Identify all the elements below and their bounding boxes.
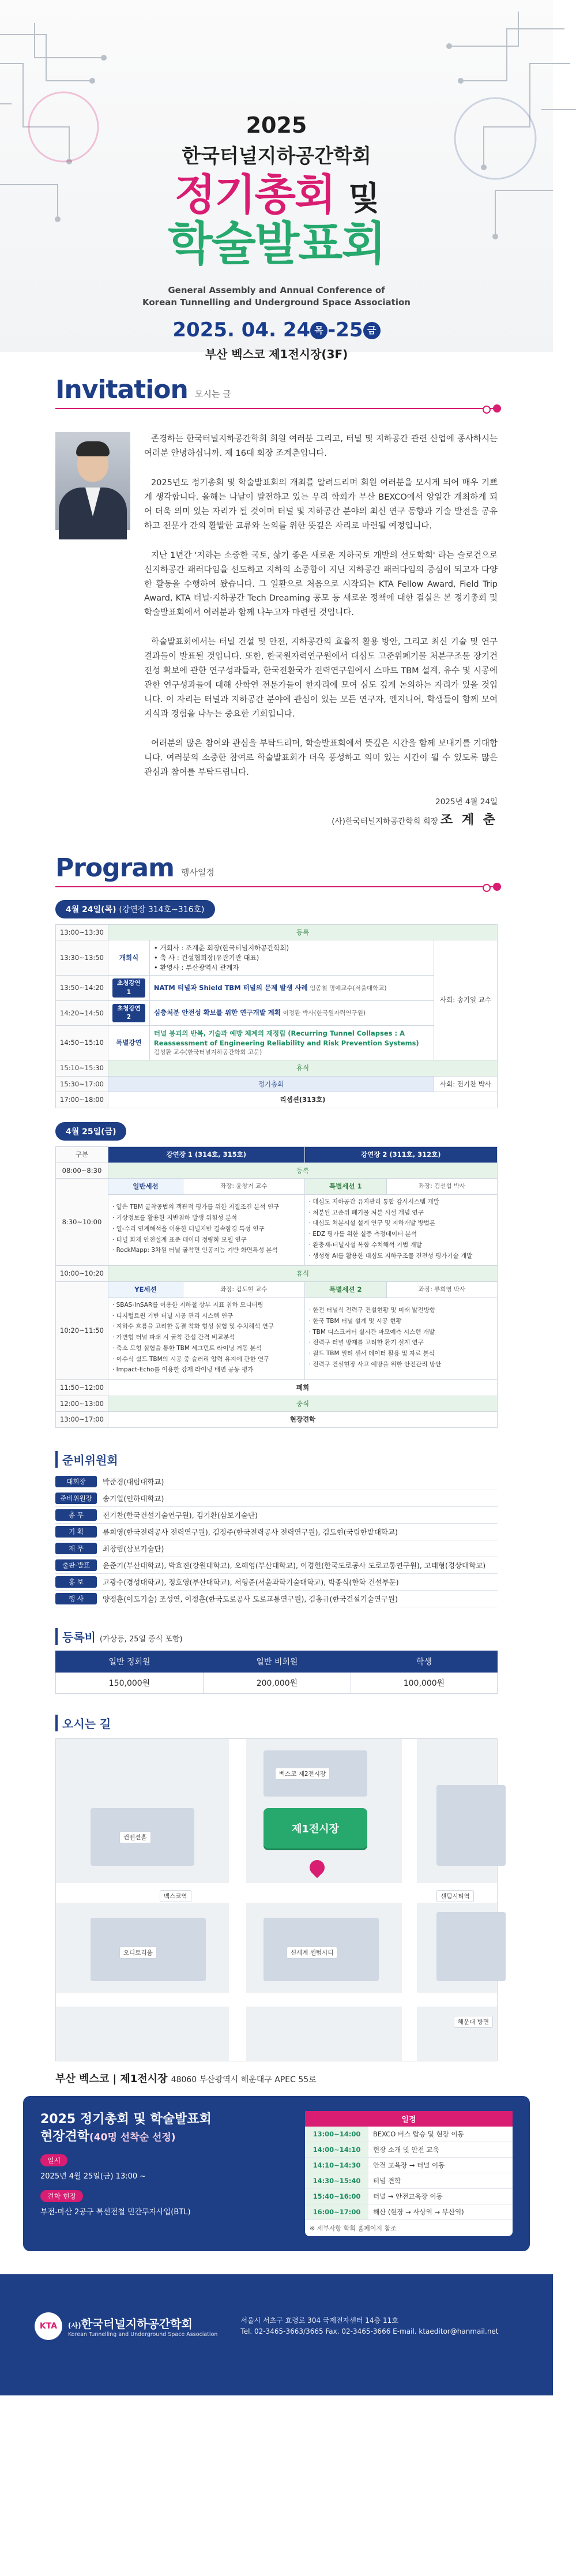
footer-bottom-pad xyxy=(0,2378,553,2395)
talk-item: · 디지털트윈 기반 터널 시공 관리 시스템 연구 xyxy=(112,1312,234,1319)
invitation-subtitle: 모시는 글 xyxy=(194,389,231,399)
invitation-body xyxy=(23,409,530,795)
fee-section xyxy=(23,1628,530,1694)
talk-item: · 한국 TBM 터널 설계 및 시공 현황 xyxy=(308,1317,402,1325)
content-cell: 휴식 xyxy=(108,1060,497,1076)
day1-program-table xyxy=(55,924,498,1108)
talk-item: · RockMapp: 3차원 터널 굴착면 인공지능 기반 화면특성 분석 xyxy=(112,1247,278,1254)
table-row xyxy=(56,1412,498,1428)
invitation-paragraph: 지난 1년간 '지하는 소중한 국토, 삶기 좋은 새로운 지하국토 개발의 선도학회' 라는 슬로건으로 신지하공간 패러다임을 선도하고 지하의 소중함이 지닌 지하공간 패러다임의 중심이 되고자 다양한 활동을 수행하여 왔습니다. 그 일환으로 처음으로 시작되는 KTA Fellow Award, Field Trip Award, KTA 터널·지하공간 Tech Dreaming 공모 등 새로운 정책에 대한 결실은 본 정기총회 및 학술발표회에서 여러분과 함께 나누고자 마련될 것입니다. xyxy=(144,550,498,618)
session-chair: 좌장: 윤창거 교수 xyxy=(183,1179,304,1195)
committee-names: 전기찬(한국건설기술연구원), 김기환(삼보기술단) xyxy=(103,1511,258,1520)
list-item xyxy=(55,1557,498,1574)
chair-cell: 사회: 송기일 교수 xyxy=(434,940,498,1060)
section-divider xyxy=(55,408,498,409)
map-road xyxy=(402,1739,417,2061)
session-talk-list xyxy=(108,1194,304,1266)
lecture-title: 심층처분 안전성 확보를 위한 연구개발 계획 xyxy=(153,1008,281,1017)
committee-role: 재 무 xyxy=(55,1543,97,1554)
tour-schedule-header: 일정 xyxy=(305,2111,513,2127)
circuit-decoration-left xyxy=(0,12,127,254)
day2-label: 4월 25일(금) xyxy=(55,1122,126,1141)
talk-item: · EDZ 평가를 위한 실증 측정데이터 분석 xyxy=(308,1231,417,1238)
fee-value: 150,000원 xyxy=(56,1673,204,1694)
part-label xyxy=(108,976,149,1000)
map-tag: 오디토리움 xyxy=(119,1947,157,1959)
map-tag: 벡스코역 xyxy=(160,1890,191,1902)
tour-title-line2: 현장견학 xyxy=(40,2129,90,2144)
committee-names: 윤준기(부산대학교), 박효진(강원대학교), 오혜영(부산대학교), 이경헌(한국도로공사 도로교통연구원), 고태형(경상대학교) xyxy=(103,1561,486,1570)
fee-value: 100,000원 xyxy=(351,1673,497,1694)
opening-line: • 개회사 : 조계춘 회장(한국터널지하공간학회) xyxy=(153,944,289,953)
content-cell: 등록 xyxy=(108,924,497,940)
talk-item: · 지하수 흐름을 고려한 동결 착화 형성 실험 및 수치해석 연구 xyxy=(112,1323,274,1330)
map-tag: 벡스코 제2전시장 xyxy=(275,1768,330,1780)
time-cell: 10:20~11:50 xyxy=(56,1282,108,1380)
hero-title-conference: 학술발표회 xyxy=(168,217,385,271)
tour-place: 부전-마산 2공구 복선전철 민간투자사업(BTL) xyxy=(40,2208,191,2217)
content-cell: 안전 교육장 → 터널 이동 xyxy=(368,2158,513,2173)
content-cell xyxy=(149,976,434,1000)
committee-names: 류희영(한국전력공사 전력연구원), 김정주(한국전력공사 전력연구원), 김도현(국립한밭대학교) xyxy=(103,1528,398,1537)
map-pin-icon xyxy=(307,1857,328,1878)
footer-org-prefix: (사) xyxy=(68,2322,81,2330)
tour-title-line1: 2025 정기총회 및 학술발표회 xyxy=(40,2112,212,2127)
fee-header: 일반 정회원 xyxy=(56,1651,204,1673)
talk-item: · 완충재-터널시설 복합 수치해석 기법 개발 xyxy=(308,1241,422,1248)
part-label xyxy=(108,1000,149,1025)
talk-item: · 터널 화재 안전설계 표준 데이터 정량화 모델 연구 xyxy=(112,1236,247,1243)
footer-org-english: Korean Tunnelling and Underground Space Association xyxy=(68,2331,218,2338)
talk-item: · 전력구 건설현장 사고 예방을 위한 안전관리 방안 xyxy=(308,1360,442,1368)
opening-line: • 환영사 : 부산광역시 관계자 xyxy=(153,963,239,972)
committee-section xyxy=(23,1451,530,1607)
table-row xyxy=(56,1076,498,1092)
day1-label xyxy=(55,900,215,918)
committee-names: 양정훈(이도기술) 조성연, 이정훈(한국도로공사 도로교통연구원), 김홍규(한국건설기술연구원) xyxy=(103,1595,398,1604)
list-item xyxy=(55,1591,498,1607)
session-talk-list xyxy=(304,1298,497,1379)
table-row xyxy=(56,1146,498,1163)
time-cell: 16:00~17:00 xyxy=(305,2204,368,2220)
table-row xyxy=(305,2127,513,2142)
opening-line: • 축 사 : 건설협회장(유관기관 대표) xyxy=(153,954,259,962)
content-cell: 현장견학 xyxy=(108,1412,497,1428)
signature-name: 조 계 춘 xyxy=(440,812,498,827)
session-name: YE세션 xyxy=(108,1282,183,1298)
special-lecture-title: 터널 붕괴의 반복, 기술과 예방 체계의 재정립 (Recurring Tunnel Collapses : A Reassessment of Engineering Reliability and Risk Prevention Systems) xyxy=(153,1029,419,1047)
tour-date: 2025년 4월 25일(금) 13:00 ~ xyxy=(40,2172,146,2181)
day2-label-row xyxy=(23,1122,530,1141)
talk-item: · 처분된 고준위 폐기물 처분 시설 개념 연구 xyxy=(308,1209,424,1216)
room-a-header: 강연장 1 (314호, 315호) xyxy=(108,1146,304,1163)
time-cell: 14:00~14:10 xyxy=(305,2142,368,2158)
talk-item: · 가변형 터널 파쇄 시 굴착 간섭 간격 비교분석 xyxy=(112,1334,235,1341)
content-cell: 휴식 xyxy=(108,1266,497,1282)
program-subtitle: 행사일정 xyxy=(180,867,214,878)
time-cell: 12:00~13:00 xyxy=(56,1396,108,1412)
fee-table xyxy=(55,1651,498,1694)
room-b-header: 강연장 2 (311호, 312호) xyxy=(304,1146,497,1163)
hero-banner xyxy=(0,0,553,361)
hero-year: 2025 xyxy=(246,113,307,138)
kta-logo-icon: KTA xyxy=(35,2312,62,2340)
invitation-date: 2025년 4월 24일 xyxy=(435,797,498,807)
content-cell xyxy=(149,940,434,976)
table-row xyxy=(305,2204,513,2220)
address-text: 48060 부산광역시 해운대구 APEC 55로 xyxy=(171,2075,317,2085)
content-cell xyxy=(149,1000,434,1025)
table-row xyxy=(56,1266,498,1282)
committee-names: 송기일(인하대학교) xyxy=(103,1494,164,1503)
talk-item: · 얕은 TBM 굴착공법의 객관적 평가를 위한 지질조건 분석 연구 xyxy=(112,1203,280,1211)
table-row xyxy=(56,1396,498,1412)
list-item xyxy=(55,1490,498,1507)
table-row xyxy=(56,1060,498,1076)
fee-value: 200,000원 xyxy=(203,1673,351,1694)
content-cell: 현장 소개 및 안전 교육 xyxy=(368,2142,513,2158)
table-row xyxy=(56,1026,498,1060)
hero-venue: 부산 벡스코 제1전시장(3F) xyxy=(205,347,348,361)
signature-line xyxy=(55,810,498,828)
tour-title xyxy=(40,2111,291,2145)
tour-place-label: 견학 현장 xyxy=(40,2190,83,2202)
invitation-paragraph: 존경하는 한국터널지하공간학회 회원 여러분 그리고, 터널 및 지하공간 관련 산업에 종사하시는 여러분 안녕하십니까. 제 16대 회장 조계춘입니다. xyxy=(144,434,498,458)
committee-names: 박준경(대림대학교) xyxy=(103,1478,164,1487)
table-row xyxy=(56,1092,498,1108)
table-row xyxy=(305,2173,513,2189)
invitation-paragraph: 학술발표회에서는 터널 건설 및 안전, 지하공간의 효율적 활용 방안, 그리고 최신 기술 및 연구 결과들이 발표될 것입니다. 또한, 한국원자력연구원에서 대심도 고준위폐기물 처분구조물 장기건전성 확보에 관한 연구성과들과, 한국전환국가 전력연구원에서 스마트 TBM 설계, 유수 및 시공에 관한 연구성과들에 대해 산학연 전문가들이 한자리에 모여 심도 깊게 논의하는 자리가 있을 것입니다. 이 자리는 터널과 지하공간 분야에 관심이 있는 모든 연구자, 엔지니어, 학생들이 함께 모여 지식과 경험을 나누는 중요한 기회입니다. xyxy=(144,638,498,719)
time-cell: 14:50~15:10 xyxy=(56,1026,108,1060)
table-row xyxy=(56,1179,498,1195)
time-cell: 08:00~8:30 xyxy=(56,1163,108,1179)
table-row xyxy=(305,2158,513,2173)
hero-english-line2: Korean Tunnelling and Underground Space Association xyxy=(142,297,411,308)
program-title: Program xyxy=(55,853,174,883)
invitation-title: Invitation xyxy=(55,375,188,404)
location-map xyxy=(55,1738,498,2061)
content-cell: BEXCO 버스 탑승 및 현장 이동 xyxy=(368,2127,513,2142)
talk-item: · 대심도 처분시설 설계 연구 및 지하개발 방법론 xyxy=(308,1220,435,1227)
fee-header: 학생 xyxy=(351,1651,497,1673)
day2-program-table xyxy=(55,1146,498,1428)
content-cell: 폐회 xyxy=(108,1380,497,1396)
time-cell: 14:20~14:50 xyxy=(56,1000,108,1025)
session-chair: 좌장: 김선섭 박사 xyxy=(387,1179,498,1195)
speaker: 김성환 교수(한국터널지하공간학회 고문) xyxy=(153,1048,262,1056)
tour-info xyxy=(40,2111,291,2236)
content-cell: 해산 (현장 → 사상역 → 부산역) xyxy=(368,2204,513,2220)
talk-item: · 한전 터널식 전력구 건설현황 및 미래 발전방향 xyxy=(308,1307,435,1314)
map-road xyxy=(229,1739,246,2061)
day1-date: 4월 24일(목) xyxy=(66,905,116,914)
talk-item: · Impact-Echo를 이용한 강재 라이닝 배면 공동 평가 xyxy=(112,1366,254,1374)
time-cell: 13:00~17:00 xyxy=(56,1412,108,1428)
tour-schedule xyxy=(305,2111,513,2236)
hero-english-title xyxy=(0,284,553,308)
talk-item: · SBAS-InSAR를 이용한 지하철 상부 지표 침하 모니터링 xyxy=(112,1301,263,1308)
committee-role: 대회장 xyxy=(55,1476,97,1487)
table-row xyxy=(56,1380,498,1396)
footer-contact xyxy=(240,2315,498,2337)
hero-date xyxy=(0,318,553,342)
lecture-chip: 초청강연 1 xyxy=(112,978,145,997)
footer-org-name xyxy=(68,2315,217,2331)
footer-logo xyxy=(35,2312,217,2340)
lecture-title: NATM 터널과 Shield TBM 터널의 문제 발생 사례 xyxy=(153,984,308,992)
day1-label-row xyxy=(23,900,530,918)
committee-title: 준비위원회 xyxy=(55,1451,498,1468)
map-tag: 신세계 센텀시티 xyxy=(287,1947,337,1959)
map-title: 오시는 길 xyxy=(55,1715,498,1731)
time-cell: 14:30~15:40 xyxy=(305,2173,368,2189)
session-talk-list xyxy=(108,1298,304,1379)
table-row xyxy=(56,940,498,976)
tour-schedule-table xyxy=(305,2127,513,2220)
map-venue-marker: 제1전시장 xyxy=(263,1808,367,1848)
address-title: 부산 벡스코 | 제1전시장 xyxy=(55,2073,168,2086)
session-name: 특별세션 1 xyxy=(304,1179,386,1195)
time-cell: 13:50~14:20 xyxy=(56,976,108,1000)
tour-date-label: 일시 xyxy=(40,2154,67,2166)
committee-role: 출판·발표 xyxy=(55,1559,97,1571)
hero-title-assembly: 정기총회 xyxy=(174,170,335,220)
circuit-decoration-right xyxy=(426,6,576,271)
footer-address: 서울시 서초구 효령로 304 국제전자센터 14층 11호 xyxy=(240,2316,398,2324)
table-row xyxy=(56,1298,498,1379)
talk-item: · TBM 디스크커터 실시간 마모예측 시스템 개발 xyxy=(308,1328,435,1336)
day1-room: (강연장 314호~316호) xyxy=(119,905,205,914)
time-cell: 14:10~14:30 xyxy=(305,2158,368,2173)
committee-role: 홍 보 xyxy=(55,1576,97,1588)
committee-names: 최창림(삼보기술단) xyxy=(103,1544,164,1554)
talk-item: · 이수식 쉴드 TBM의 시공 중 슬러리 압력 유지에 관한 연구 xyxy=(112,1355,270,1363)
session-name: 특별세션 2 xyxy=(304,1282,386,1298)
invitation-signature xyxy=(23,795,530,828)
talk-item: · 열-수리 연계해석을 이용한 터널지반 결속함경 특성 연구 xyxy=(112,1225,265,1232)
map-tag: 해운대 방면 xyxy=(454,2016,493,2028)
table-row xyxy=(56,1282,498,1298)
content-cell: 터널 → 안전교육장 이동 xyxy=(368,2189,513,2204)
invitation-header xyxy=(23,375,530,404)
fee-title-text: 등록비 xyxy=(62,1630,96,1645)
section-divider xyxy=(55,886,498,887)
map-tag: 컨벤션홀 xyxy=(119,1831,151,1843)
table-row xyxy=(305,2189,513,2204)
time-cell: 15:30~17:00 xyxy=(56,1076,108,1092)
time-cell: 구분 xyxy=(56,1146,108,1163)
content-cell: 정기총회 xyxy=(108,1076,434,1092)
hero-day2-badge: 금 xyxy=(363,322,381,339)
committee-names: 고광수(경성대학교), 정호영(부산대학교), 서형준(서울과학기술대학교), 박종식(한화 건설부문) xyxy=(103,1578,399,1587)
part-label: 특별강연 xyxy=(108,1026,149,1060)
map-road xyxy=(56,1993,497,2007)
hero-date-end: -25 xyxy=(327,318,363,342)
content-cell: 터널 견학 xyxy=(368,2173,513,2189)
talk-item: · 전력구 터널 방재를 고려한 환기 설계 연구 xyxy=(308,1339,424,1347)
list-item xyxy=(55,1473,498,1490)
speaker: 임종철 명예교수(서울대학교) xyxy=(310,985,387,992)
table-row xyxy=(305,2142,513,2158)
list-item xyxy=(55,1507,498,1524)
table-row xyxy=(56,924,498,940)
venue-address xyxy=(55,2071,498,2086)
hero-english-line1: General Assembly and Annual Conference of xyxy=(168,285,385,296)
committee-role: 총 무 xyxy=(55,1509,97,1521)
committee-list xyxy=(55,1473,498,1607)
table-row xyxy=(56,1651,498,1673)
committee-role: 기 획 xyxy=(55,1526,97,1538)
speaker: 이정환 박사(한국원자력연구원) xyxy=(283,1010,366,1017)
invitation-text xyxy=(144,432,498,795)
tour-title-note: (40명 선착순 선정) xyxy=(89,2131,176,2143)
list-item xyxy=(55,1524,498,1540)
talk-item: · 월드 TBM 멀티 센서 데이터 활용 및 자료 분석 xyxy=(308,1350,435,1358)
chair-cell: 사회: 전기찬 박사 xyxy=(434,1076,498,1092)
hero-title-and: 및 xyxy=(348,180,379,218)
table-row xyxy=(56,1194,498,1266)
hero-org-name: 한국터널지하공간학회 xyxy=(182,145,371,168)
time-cell: 17:00~18:00 xyxy=(56,1092,108,1108)
time-cell: 13:30~13:50 xyxy=(56,940,108,976)
talk-item: · 축소 모형 실험을 통한 TBM 세그먼트 라이닝 거동 분석 xyxy=(112,1344,262,1352)
map-tag: 센텀시티역 xyxy=(436,1890,474,1902)
time-cell: 8:30~10:00 xyxy=(56,1179,108,1266)
fee-subtitle: (가상등, 25일 중식 포함) xyxy=(99,1635,183,1644)
table-row xyxy=(56,1673,498,1694)
content-cell: 중식 xyxy=(108,1396,497,1412)
table-row xyxy=(56,1000,498,1025)
table-row xyxy=(56,1163,498,1179)
content-card xyxy=(23,375,530,2086)
time-cell: 13:00~13:30 xyxy=(56,924,108,940)
fee-title xyxy=(55,1628,498,1645)
map-road xyxy=(56,1883,497,1903)
president-photo xyxy=(55,432,130,530)
time-cell: 15:10~15:30 xyxy=(56,1060,108,1076)
signature-org: (사)한국터널지하공간학회 회장 xyxy=(332,816,438,826)
invitation-paragraph: 2025년도 정기총회 및 학술발표회의 개최를 알려드리며 회원 여러분을 모시게 되어 매우 기쁘게 생각합니다. 올해는 나날이 발전하고 있는 우리 학회가 부산 BEXCO에서 양일간 개최하게 되어 더욱 의미 있는 자리가 될 것이며 터널 및 지하공간 분야의 최신 연구 동향과 기술 발전을 공유하고 전문가 간의 활발한 교류와 논의를 위한 뜻깊은 자리로 마련될 예정입니다. xyxy=(144,478,498,531)
map-section xyxy=(23,1715,530,2086)
lecture-chip: 초청강연 2 xyxy=(112,1004,145,1022)
tour-note: ※ 세부사항 학회 홈페이지 참조 xyxy=(310,2225,397,2233)
session-chair: 좌장: 류희영 박사 xyxy=(387,1282,498,1298)
hero-day1-badge: 목 xyxy=(310,322,327,339)
program-header xyxy=(23,853,530,883)
talk-item: · 대심도 지하공간 유지관리 통합 감시시스템 개발 xyxy=(308,1198,439,1205)
content-cell: 등록 xyxy=(108,1163,497,1179)
map-building xyxy=(436,1912,506,1981)
committee-role: 행 사 xyxy=(55,1593,97,1604)
time-cell: 13:00~14:00 xyxy=(305,2127,368,2142)
hero-date-start: 2025. 04. 24 xyxy=(172,318,311,342)
part-label: 개회식 xyxy=(108,940,149,976)
footer-org-text: 한국터널지하공간학회 xyxy=(81,2317,193,2331)
committee-role: 준비위원장 xyxy=(55,1493,97,1504)
talk-item: · 기상정보를 활용한 지반침하 발생 위험성 분석 xyxy=(112,1214,238,1222)
session-name: 일반세션 xyxy=(108,1179,183,1195)
invitation-paragraph: 여러분의 많은 참여와 관심을 부탁드리며, 학술발표회에서 뜻깊은 시간을 함께 보내기를 기대합니다. 여러분의 소중한 참여로 학술발표회가 더욱 풍성하고 의미 있는 시간이 될 수 있도록 많은 관심과 참여를 부탁드립니다. xyxy=(144,738,498,777)
time-cell: 11:50~12:00 xyxy=(56,1380,108,1396)
content-cell: 리셉션(313호) xyxy=(108,1092,497,1108)
fee-header: 일반 비회원 xyxy=(203,1651,351,1673)
map-building xyxy=(436,1785,506,1866)
content-cell xyxy=(149,1026,434,1060)
footer-phone-email: Tel. 02-3465-3663/3665 Fax. 02-3465-3666 E-mail. ktaeditor@hanmail.net xyxy=(240,2327,499,2336)
time-cell: 10:00~10:20 xyxy=(56,1266,108,1282)
list-item xyxy=(55,1574,498,1591)
site-tour-box xyxy=(23,2096,530,2251)
session-talk-list xyxy=(304,1194,497,1266)
time-cell: 15:40~16:00 xyxy=(305,2189,368,2204)
session-chair: 좌장: 김도현 교수 xyxy=(183,1282,304,1298)
footer xyxy=(0,2274,553,2378)
talk-item: · 생성형 AI를 활용한 대심도 지하구조물 건전성 평가기술 개발 xyxy=(308,1252,473,1259)
table-row xyxy=(56,976,498,1000)
list-item xyxy=(55,1540,498,1557)
